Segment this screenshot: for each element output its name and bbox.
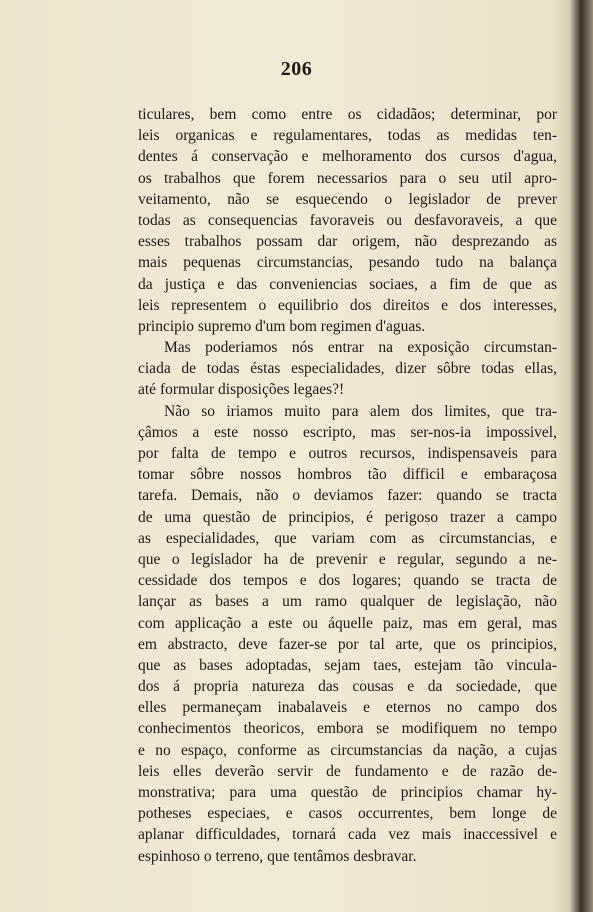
text-line: aplanar difficuldades, tornará cada vez mais inaccessivel e [138, 826, 557, 844]
text-line: çâmos a este nosso escripto, mas ser-nos-ia impossivel, [138, 423, 557, 441]
text-line: ciada de todas éstas especialidades, dizer sôbre todas ellas, [138, 360, 557, 378]
text-line: por falta de tempo e outros recursos, indispensaveis para [138, 445, 557, 462]
text-line: dos á propria natureza das cousas e da sociedade, que [138, 678, 557, 696]
text-line: Mas poderiamos nós entrar na exposição circumstan- [164, 339, 557, 357]
text-line: leis elles deverão servir de fundamento e de razão de- [138, 762, 557, 780]
text-line: as especialidades, que variam com as circumstancias, e [138, 529, 557, 547]
text-line: tarefa. Demais, não o deviamos fazer: quando se tracta [138, 487, 557, 505]
text-line: potheses especiaes, e casos occurrentes, bem longe de [138, 805, 557, 823]
text-line: dentes á conservação e melhoramento dos cursos d'agua, [138, 148, 557, 166]
text-line: Não so iriamos muito para alem dos limites, que tra- [164, 402, 557, 420]
text-line: monstrativa; para uma questão de principios chamar hy- [138, 784, 557, 801]
text-line: leis representem o equilibrio dos direitos e dos interesses, [138, 296, 557, 314]
text-line: os trabalhos que forem necessarios para o seu util apro- [138, 169, 557, 187]
body-text [138, 104, 557, 867]
text-line: todas as consequencias favoraveis ou desfavoraveis, a que [138, 211, 557, 229]
page-number: 206 [280, 58, 313, 80]
text-line: conhecimentos theoricos, embora se modifiquem no tempo [138, 720, 557, 738]
text-line: leis organicas e regulamentares, todas as medidas ten- [138, 127, 557, 145]
text-line: e no espaço, conforme as circumstancias da nação, a cujas [138, 741, 557, 759]
text-line: esses trabalhos possam dar origem, não desprezando as [138, 233, 557, 251]
text-line: ticulares, bem como entre os cidadãos; determinar, por [138, 106, 557, 123]
text-line: mais pequenas circumstancias, pesando tudo na balança [138, 254, 557, 272]
text-line: que o legislador ha de prevenir e regular, segundo a ne- [138, 550, 557, 568]
text-line: espinhoso o terreno, que tentâmos desbravar. [138, 847, 417, 865]
text-line: veitamento, não se esquecendo o legislador de prever [138, 190, 557, 208]
text-line: lançar as bases a um ramo qualquer de legislação, não [138, 593, 557, 611]
text-line: em abstracto, deve fazer-se por tal arte, que os principios, [138, 635, 557, 653]
text-line: elles permaneçam inabalaveis e eternos no campo dos [138, 699, 557, 717]
text-line: da justiça e das conveniencias sociaes, a fim de que as [138, 275, 557, 293]
text-line: tomar sôbre nossos hombros tão difficil e embaraçosa [138, 466, 557, 484]
text-line: até formular disposições legaes?! [138, 381, 345, 399]
text-line: que as bases adoptadas, sejam taes, estejam tão vincula- [138, 656, 557, 674]
text-line: principio supremo d'um bom regimen d'aguas. [138, 317, 426, 335]
text-line: cessidade dos tempos e dos logares; quando se tracta de [138, 572, 557, 590]
text-line: de uma questão de principios, é perigoso trazer a campo [138, 508, 557, 526]
text-line: com applicação a este ou áquelle paiz, mas em geral, mas [138, 614, 557, 632]
